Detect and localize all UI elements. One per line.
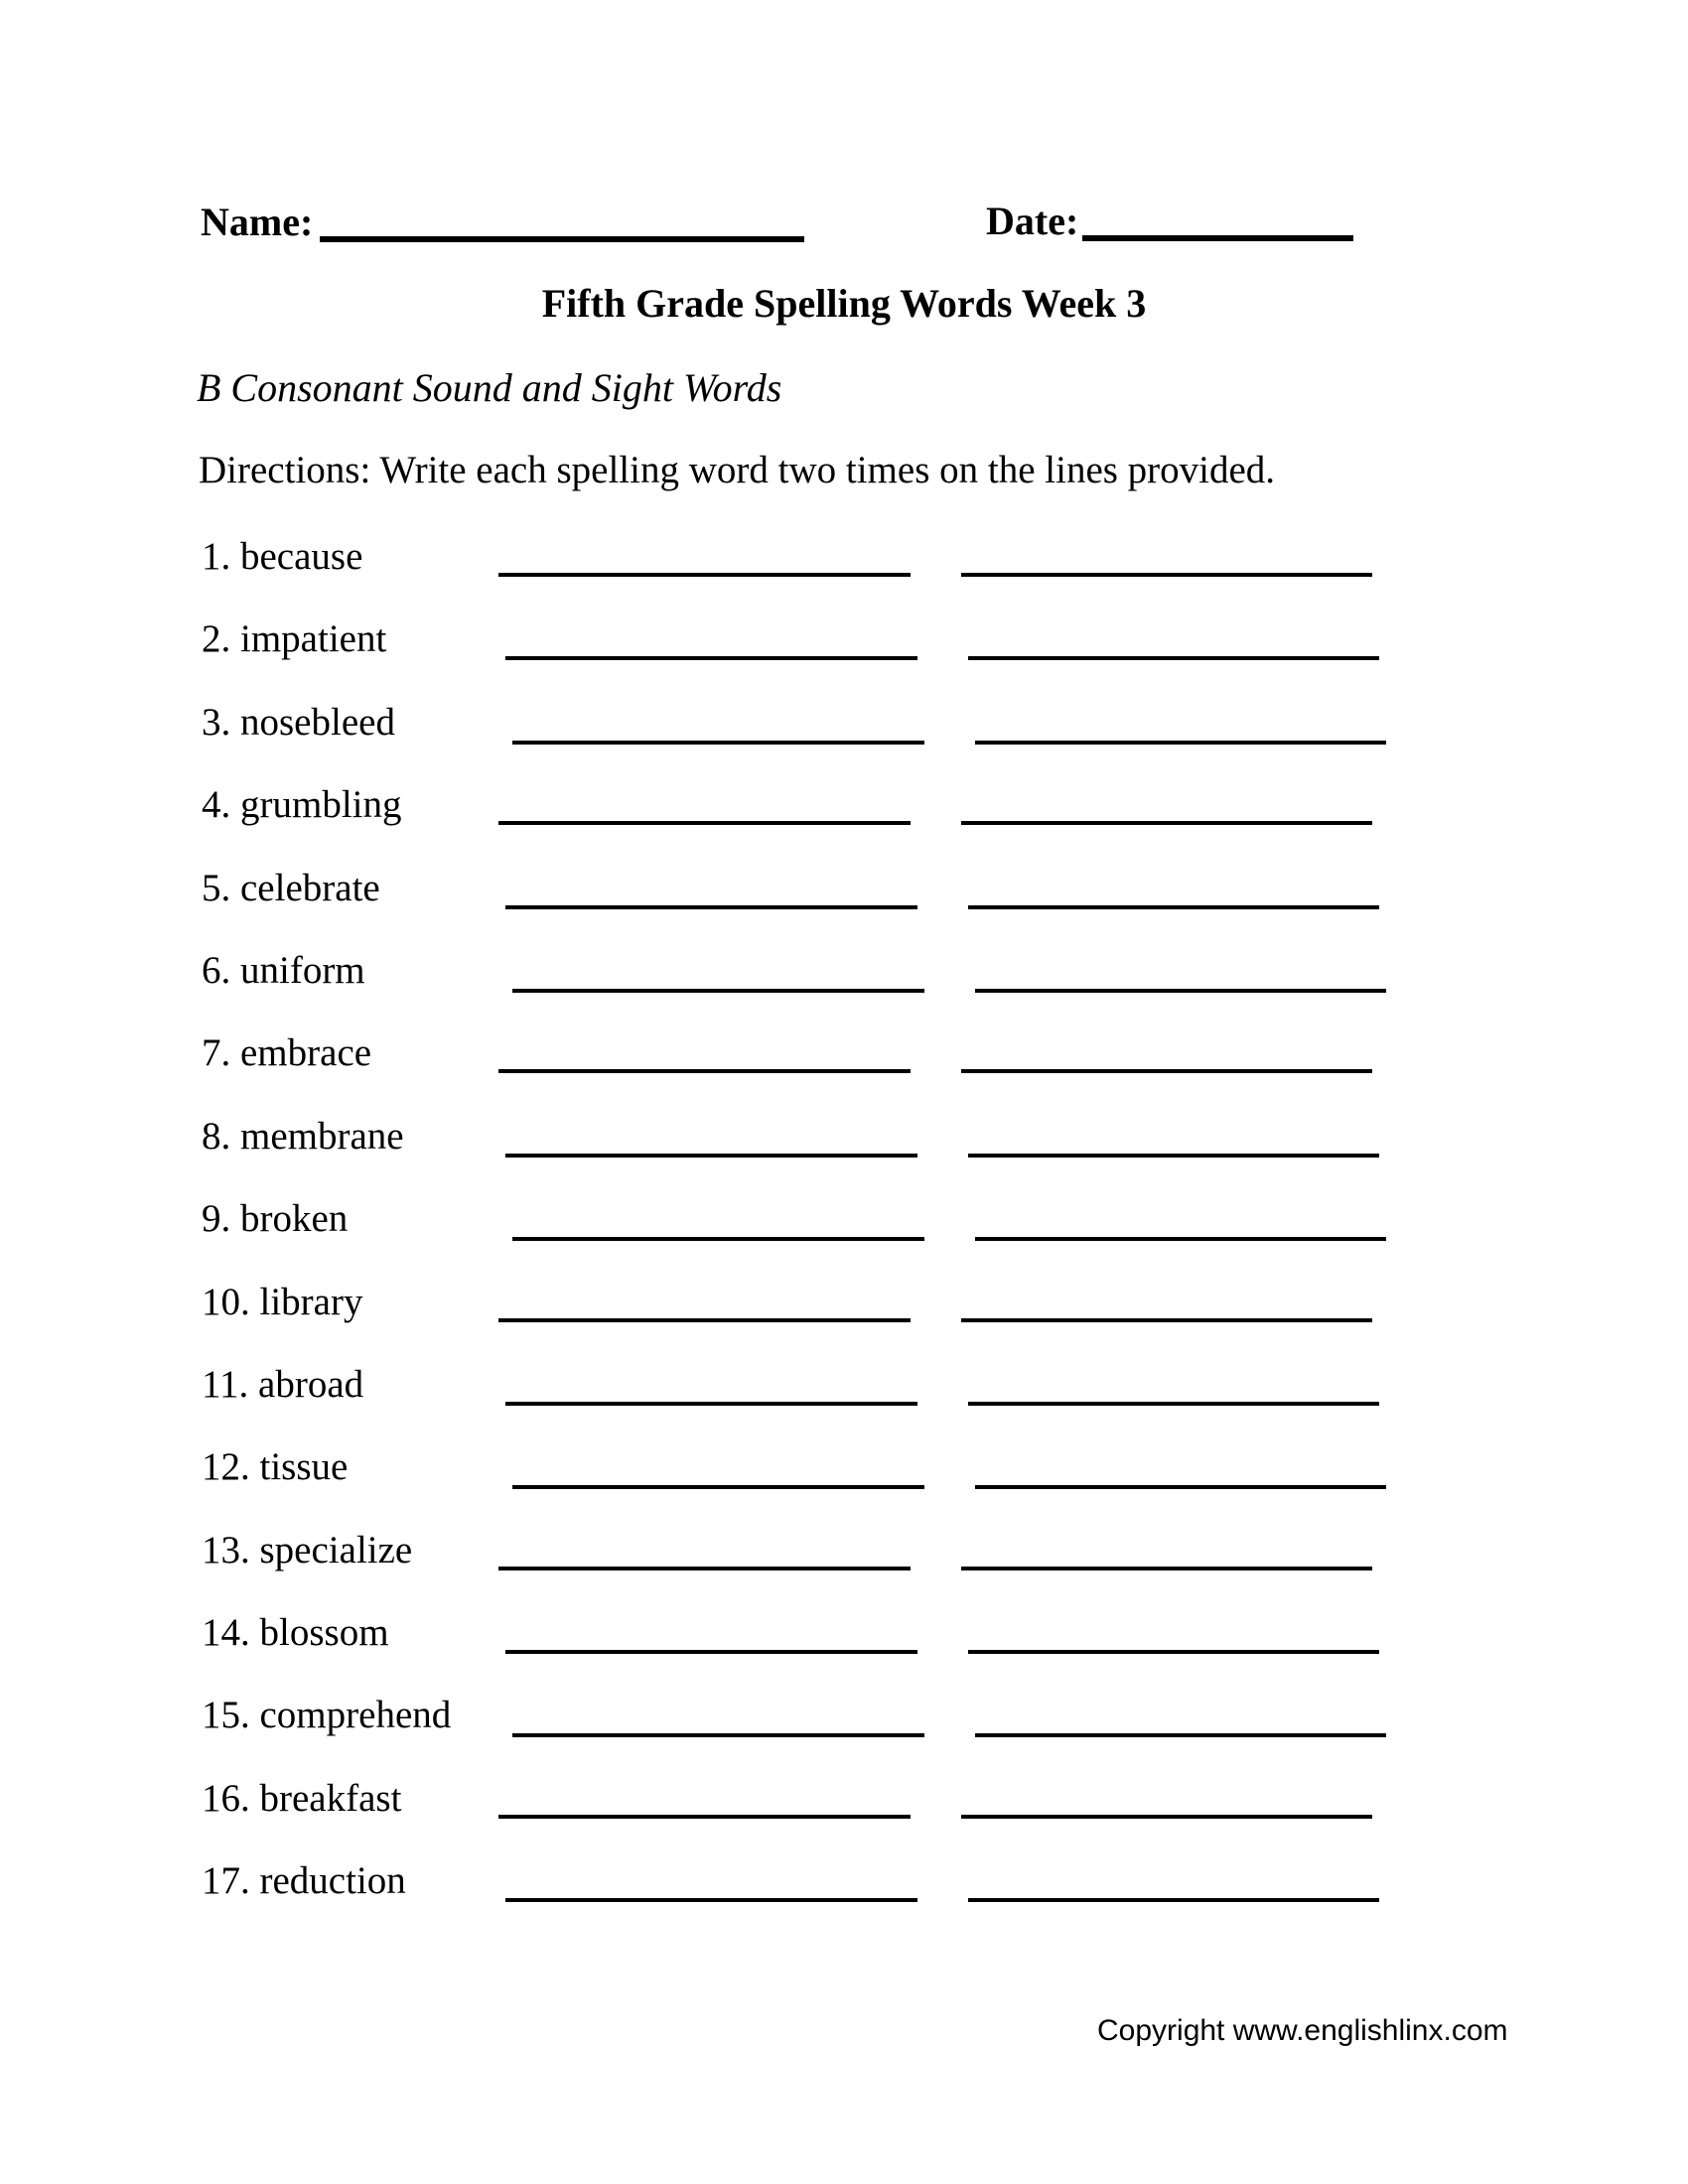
practice-blank-line-2 bbox=[968, 1650, 1379, 1654]
word-label: 6. uniform bbox=[202, 948, 365, 992]
practice-blank-line-2 bbox=[961, 1815, 1372, 1819]
practice-blank-line-2 bbox=[968, 656, 1379, 660]
word-row bbox=[0, 1033, 1688, 1116]
page-title: Fifth Grade Spelling Words Week 3 bbox=[541, 281, 1147, 326]
practice-blank-line-1 bbox=[505, 1898, 917, 1902]
word-label: 15. comprehend bbox=[202, 1694, 452, 1737]
word-label: 1. because bbox=[202, 535, 363, 578]
practice-blank-line-1 bbox=[512, 1733, 924, 1737]
name-blank-line bbox=[320, 236, 804, 242]
practice-blank-line-1 bbox=[498, 573, 911, 577]
copyright-text: Copyright www.englishlinx.com bbox=[1097, 2014, 1508, 2047]
practice-blank-line-1 bbox=[498, 1069, 911, 1073]
word-row bbox=[0, 1114, 1688, 1199]
practice-blank-line-1 bbox=[498, 1318, 911, 1322]
word-label: 16. breakfast bbox=[202, 1776, 402, 1820]
word-label: 5. celebrate bbox=[202, 866, 380, 909]
practice-blank-line-1 bbox=[512, 1485, 924, 1489]
word-row bbox=[0, 700, 1688, 785]
word-row bbox=[0, 1280, 1688, 1365]
word-row bbox=[0, 785, 1688, 868]
word-label: 13. specialize bbox=[202, 1528, 413, 1571]
practice-blank-line-1 bbox=[498, 1815, 911, 1819]
word-row bbox=[0, 537, 1688, 619]
practice-blank-line-1 bbox=[505, 905, 917, 909]
word-row bbox=[0, 1776, 1688, 1861]
practice-blank-line-1 bbox=[512, 989, 924, 993]
practice-blank-line-2 bbox=[968, 1898, 1379, 1902]
practice-blank-line-2 bbox=[961, 1318, 1372, 1322]
word-label: 12. tissue bbox=[202, 1445, 349, 1489]
word-row bbox=[0, 1696, 1688, 1778]
date-blank-line bbox=[1082, 235, 1353, 241]
practice-blank-line-1 bbox=[505, 1650, 917, 1654]
practice-blank-line-1 bbox=[498, 1567, 911, 1570]
directions-text: Directions: Write each spelling word two times on the lines provided. bbox=[199, 449, 1276, 491]
word-row bbox=[0, 1528, 1688, 1613]
word-row bbox=[0, 619, 1688, 702]
practice-blank-line-2 bbox=[975, 989, 1386, 993]
word-label: 3. nosebleed bbox=[202, 700, 395, 744]
practice-blank-line-2 bbox=[968, 905, 1379, 909]
practice-blank-line-1 bbox=[505, 1154, 917, 1158]
practice-blank-line-1 bbox=[498, 821, 911, 825]
word-list bbox=[0, 537, 1688, 1945]
practice-blank-line-2 bbox=[968, 1154, 1379, 1158]
practice-blank-line-1 bbox=[512, 741, 924, 745]
word-label: 7. embrace bbox=[202, 1031, 372, 1075]
practice-blank-line-2 bbox=[975, 1237, 1386, 1241]
practice-blank-line-2 bbox=[975, 1485, 1386, 1489]
practice-blank-line-1 bbox=[512, 1237, 924, 1241]
practice-blank-line-2 bbox=[961, 821, 1372, 825]
word-label: 4. grumbling bbox=[202, 783, 402, 827]
word-label: 2. impatient bbox=[202, 617, 387, 661]
word-row bbox=[0, 1199, 1688, 1282]
practice-blank-line-2 bbox=[968, 1402, 1379, 1406]
word-row bbox=[0, 1447, 1688, 1530]
word-row bbox=[0, 1362, 1688, 1447]
word-row bbox=[0, 1861, 1688, 1944]
practice-blank-line-2 bbox=[975, 1733, 1386, 1737]
practice-blank-line-2 bbox=[961, 1567, 1372, 1570]
date-label: Date: bbox=[986, 199, 1079, 243]
practice-blank-line-2 bbox=[961, 1069, 1372, 1073]
practice-blank-line-1 bbox=[505, 656, 917, 660]
practice-blank-line-2 bbox=[961, 573, 1372, 577]
word-label: 10. library bbox=[202, 1280, 363, 1323]
name-label: Name: bbox=[201, 200, 314, 244]
word-label: 11. abroad bbox=[202, 1362, 364, 1406]
word-label: 9. broken bbox=[202, 1197, 349, 1241]
word-label: 14. blossom bbox=[202, 1611, 389, 1655]
lesson-subtitle: B Consonant Sound and Sight Words bbox=[197, 365, 782, 410]
word-row bbox=[0, 1613, 1688, 1696]
practice-blank-line-2 bbox=[975, 741, 1386, 745]
word-label: 8. membrane bbox=[202, 1114, 404, 1158]
practice-blank-line-1 bbox=[505, 1402, 917, 1406]
word-row bbox=[0, 948, 1688, 1033]
word-label: 17. reduction bbox=[202, 1859, 406, 1903]
word-row bbox=[0, 866, 1688, 951]
